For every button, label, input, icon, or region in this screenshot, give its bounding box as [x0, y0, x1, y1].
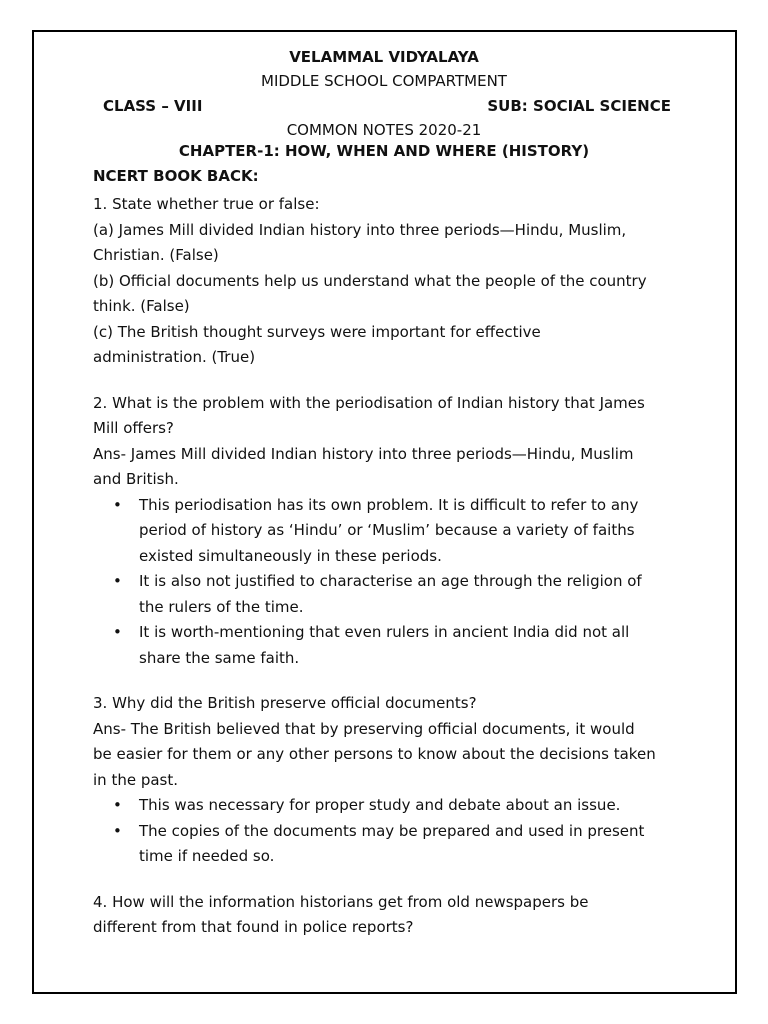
subject-label: SUB: SOCIAL SCIENCE	[487, 97, 671, 115]
list-item	[93, 569, 683, 620]
q2-question-line1: 2. What is the problem with the periodisation of Indian history that James	[93, 393, 645, 412]
q2-answer-line1: Ans- James Mill divided Indian history into three periods—Hindu, Muslim	[93, 444, 634, 463]
q3-bullet-list	[93, 793, 683, 870]
list-item-text: This periodisation has its own problem. It is difficult to refer to any	[139, 495, 639, 514]
spacer	[93, 671, 683, 691]
list-item-text: time if needed so.	[139, 847, 275, 865]
class-subject-row	[93, 94, 683, 119]
list-item	[93, 493, 683, 570]
q1-b-line1: (b) Official documents help us understand what the people of the country	[93, 271, 647, 290]
list-item-text: share the same faith.	[139, 648, 300, 667]
q3-answer-line3: in the past.	[93, 770, 179, 789]
list-item	[93, 793, 683, 819]
list-item-text: It is also not justified to characterise an age through the religion of	[139, 572, 642, 590]
q1-c-line2: administration. (True)	[93, 348, 256, 366]
q1-c-line1: (c) The British thought surveys were important for effective	[93, 322, 541, 341]
question-3	[93, 691, 683, 870]
q1-question: 1. State whether true or false:	[93, 195, 320, 213]
q4-question-line1: 4. How will the information historians get from old newspapers be	[93, 892, 589, 911]
list-item-text: It is worth-mentioning that even rulers in ancient India did not all	[139, 623, 630, 641]
list-item	[93, 620, 683, 671]
list-item-text: period of history as ‘Hindu’ or ‘Muslim’ because a variety of faiths	[139, 521, 635, 539]
q1-b-line2: think. (False)	[93, 297, 190, 315]
q3-answer-line2: be easier for them or any other persons to know about the decisions taken	[93, 745, 656, 763]
list-item-text: This was necessary for proper study and debate about an issue.	[139, 796, 621, 814]
q2-answer-line2: and British.	[93, 470, 179, 488]
bullet-icon: •	[113, 796, 122, 814]
q4-question-line2: different from that found in police reports?	[93, 918, 414, 936]
section-title: NCERT BOOK BACK:	[93, 167, 259, 185]
question-1	[93, 192, 683, 371]
bullet-icon: •	[113, 572, 122, 590]
spacer	[93, 371, 683, 391]
bullet-icon: •	[113, 623, 122, 641]
document-body	[93, 46, 683, 941]
notes-title: COMMON NOTES 2020-21	[286, 121, 482, 139]
question-2	[93, 391, 683, 672]
q1-a-line2: Christian. (False)	[93, 246, 219, 264]
list-item-text: existed simultaneously in these periods.	[139, 546, 442, 565]
q3-question: 3. Why did the British preserve official documents?	[93, 694, 477, 712]
chapter-title: CHAPTER-1: HOW, WHEN AND WHERE (HISTORY)	[178, 142, 590, 160]
q2-bullet-list	[93, 493, 683, 672]
section-name: MIDDLE SCHOOL COMPARTMENT	[261, 72, 507, 90]
spacer	[93, 870, 683, 890]
bullet-icon: •	[113, 821, 122, 840]
q2-question-line2: Mill offers?	[93, 419, 174, 437]
school-name: VELAMMAL VIDYALAYA	[289, 48, 479, 66]
question-4	[93, 890, 683, 941]
list-item	[93, 819, 683, 870]
class-label: CLASS – VIII	[103, 97, 203, 115]
q1-a-line1: (a) James Mill divided Indian history into three periods—Hindu, Muslim,	[93, 220, 627, 239]
bullet-icon: •	[113, 495, 122, 514]
q3-answer-line1: Ans- The British believed that by preserving official documents, it would	[93, 719, 635, 738]
list-item-text: the rulers of the time.	[139, 597, 304, 616]
list-item-text: The copies of the documents may be prepared and used in present	[139, 821, 645, 840]
